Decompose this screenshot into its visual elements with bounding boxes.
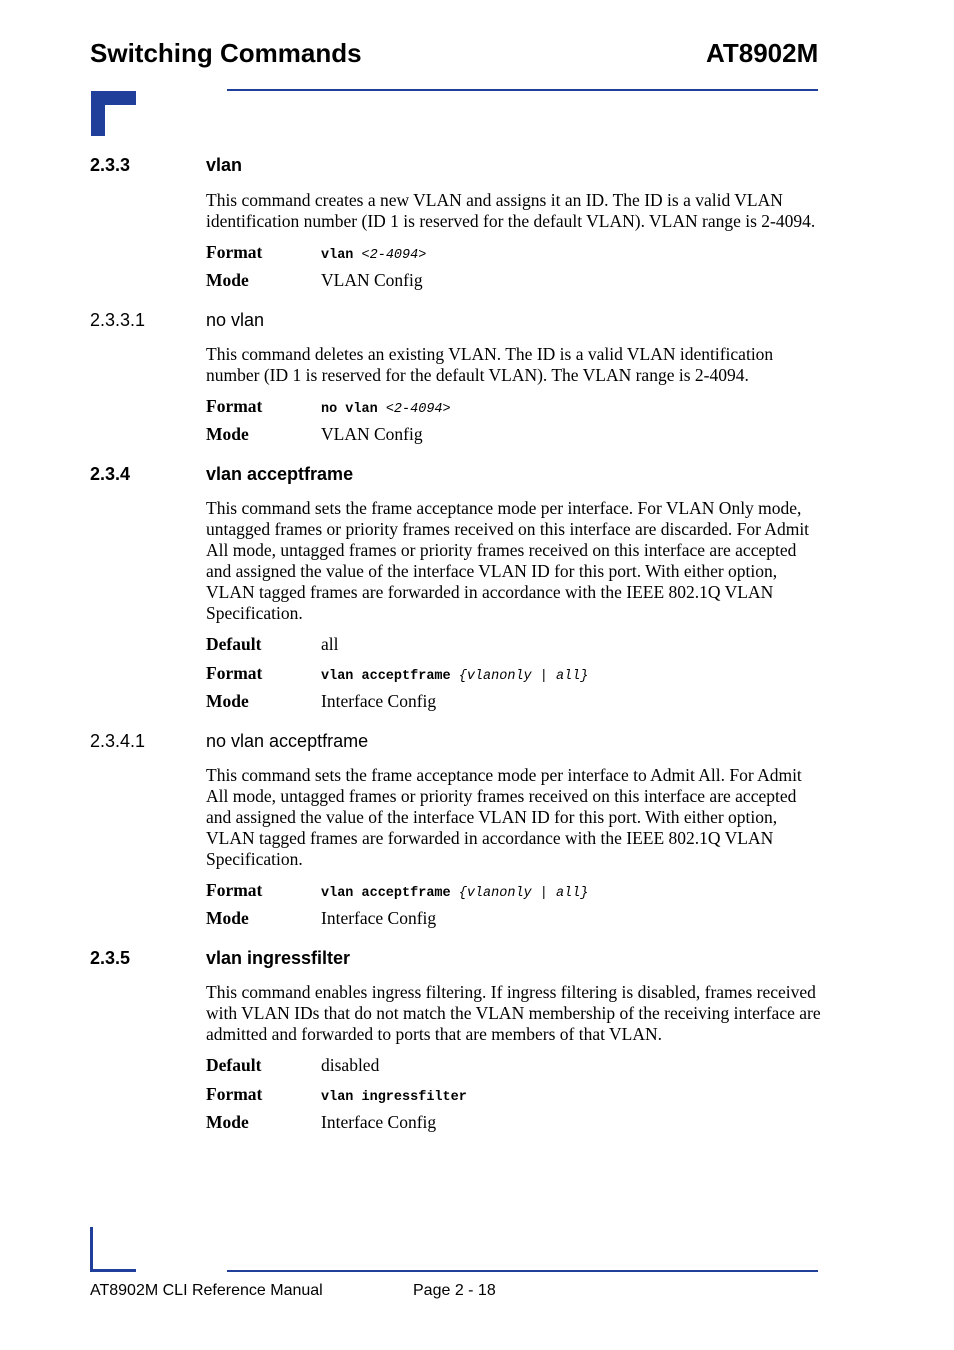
header-title: Switching Commands [90, 38, 362, 68]
footer-corner-bottom [90, 1269, 136, 1272]
footer-corner-left [90, 1227, 93, 1272]
header-rule [227, 89, 818, 91]
section-paragraph: This command sets the frame acceptance mode per interface to Admit All. For Admit All mode, untagged frames or priority frames received on this interface are accepted and assigned the value of the interface VLAN ID for this port. With either option, VLAN tagged frames are forwarded in accordance with the IEEE 802.1Q VLAN Specification. [206, 765, 802, 869]
section-heading: 2.3.3 vlan [90, 155, 243, 175]
subsection-heading: 2.3.3.1 no vlan [90, 310, 265, 330]
section-paragraph: This command enables ingress filtering. If ingress filtering is disabled, frames received with VLAN IDs that do not match the VLAN membership of the receiving interface are admitted and forwarded to ports that are members of that VLAN. [206, 982, 821, 1044]
section-heading: 2.3.5 vlan ingressfilter [90, 948, 351, 968]
section-paragraph: This command deletes an existing VLAN. The ID is a valid VLAN identification number (ID 1 is reserved for the default VLAN). The VLAN range is 2-4094. [206, 344, 774, 385]
footer-rule [227, 1270, 818, 1272]
header-product: AT8902M [706, 38, 819, 68]
subsection-heading: 2.3.4.1 no vlan acceptframe [90, 731, 369, 751]
footer-manual-title: AT8902M CLI Reference Manual [90, 1282, 323, 1299]
section-paragraph: This command creates a new VLAN and assigns it an ID. The ID is a valid VLAN identification number (ID 1 is reserved for the default VLAN). VLAN range is 2-4094. [206, 190, 816, 231]
section-paragraph: This command sets the frame acceptance mode per interface. For VLAN Only mode, untagged frames or priority frames received on this interface are discarded. For Admit All mode, untagged frames or priority frames received on this interface are accepted and assigned the value of the interface VLAN ID for this port. With either option, VLAN tagged frames are forwarded in accordance with the IEEE 802.1Q VLAN Specification. [206, 498, 810, 623]
section-heading: 2.3.4 vlan acceptframe [90, 464, 354, 484]
footer-page-number: Page 2 - 18 [413, 1282, 496, 1299]
corner-mark-left [91, 91, 105, 136]
